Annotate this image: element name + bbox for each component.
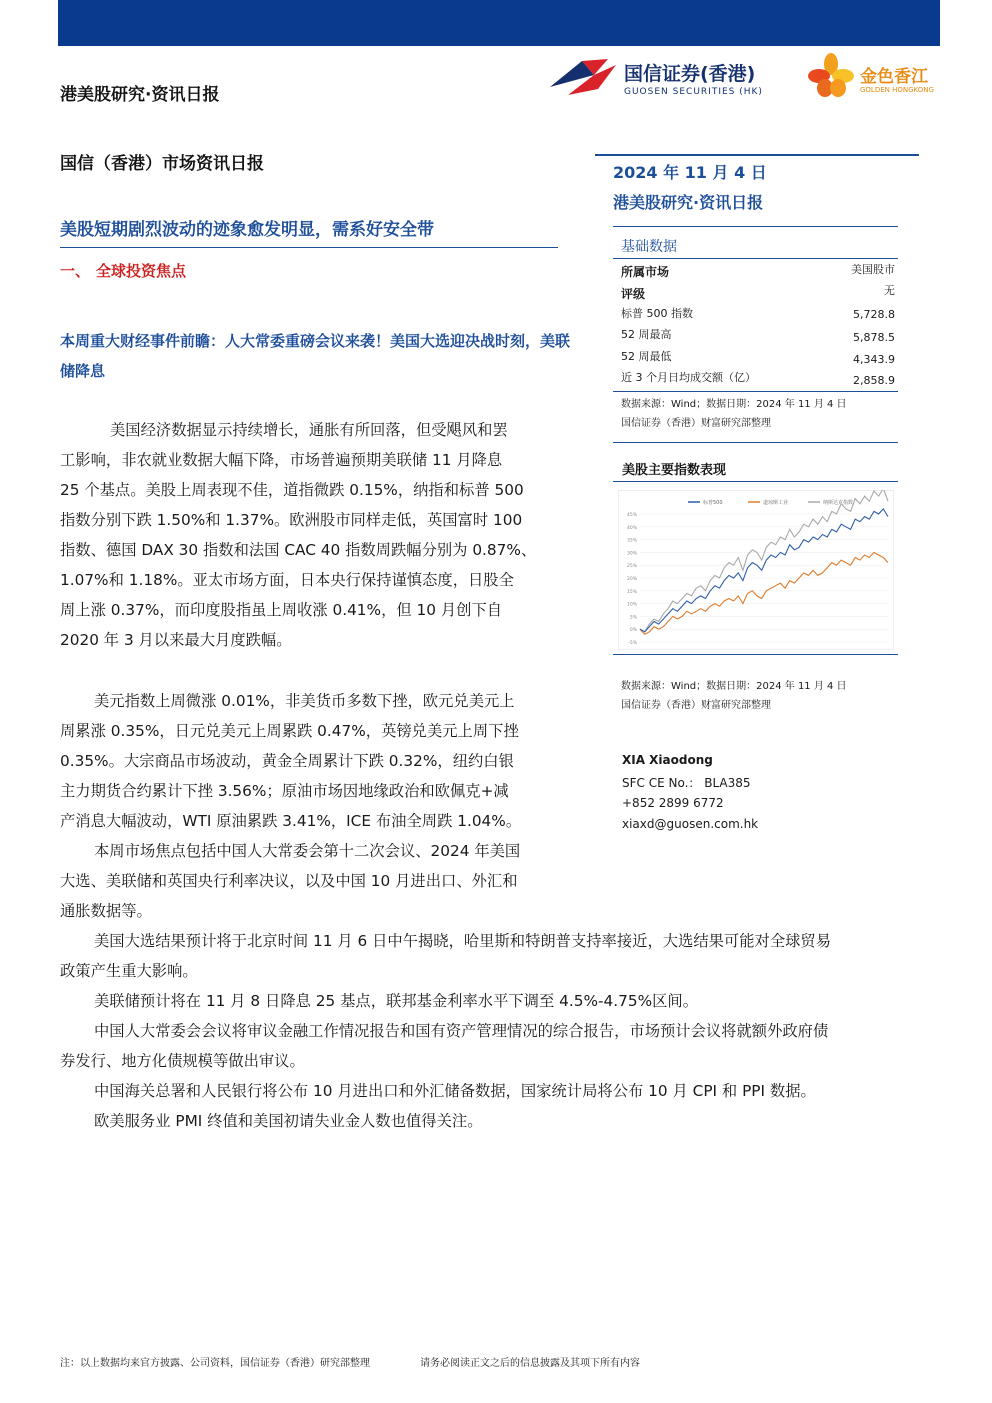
chart-source-org: 国信证券（香港）财富研究部整理: [621, 700, 771, 711]
basic-data-rule: [613, 258, 898, 259]
chart-y-tick-label: 30%: [626, 551, 637, 557]
footer-note: 注：以上数据均来官方披露、公司资料，国信证券（香港）研究部整理: [60, 1358, 370, 1369]
basic-row-value: 2,858.9: [853, 374, 895, 387]
paragraph-line: 产消息大幅波动，WTI 原油累跌 3.41%，ICE 布油全周跌 1.04%。: [60, 812, 522, 830]
analyst-name: XIA Xiaodong: [622, 753, 713, 767]
chart-title: 美股主要指数表现: [622, 463, 727, 478]
basic-data-source: 数据来源：Wind；数据日期：2024 年 11 月 4 日: [621, 399, 847, 410]
analyst-phone: +852 2899 6772: [622, 796, 724, 810]
basic-data-title: 基础数据: [621, 239, 677, 255]
paragraph-6: [60, 1016, 828, 1076]
paragraph-line: 本周市场焦点包括中国人大常委会第十二次会议、2024 年美国: [94, 842, 521, 860]
paragraph-line: 美联储预计将在 11 月 8 日降息 25 基点，联邦基金利率水平下调至 4.5%-4.75%区间。: [94, 992, 698, 1010]
paragraph-line: 中国人大常委会会议将审议金融工作情况报告和国有资产管理情况的综合报告，市场预计会议将就额外政府债: [94, 1022, 829, 1040]
basic-row-label: 评级: [621, 287, 646, 301]
golden-hongkong-logo: [806, 52, 946, 102]
basic-row-value: 5,728.8: [853, 308, 895, 321]
paragraph-line: 大选、美联储和英国央行利率决议，以及中国 10 月进出口、外汇和: [60, 872, 518, 890]
footer-disclaimer: 请务必阅读正文之后的信息披露及其项下所有内容: [420, 1358, 640, 1369]
golden-logo-en: GOLDEN HONGKONG: [860, 86, 934, 94]
sidebar-series: 港美股研究·资讯日报: [613, 193, 764, 212]
chart-y-tick-label: 40%: [626, 525, 637, 531]
sidebar-divider: [613, 226, 898, 227]
paragraph-line: 指数、德国 DAX 30 指数和法国 CAC 40 指数周跌幅分别为 0.87%、: [60, 541, 537, 559]
chart-legend-label: 道琼斯工业: [763, 500, 789, 506]
paragraph-line: 工影响，非农就业数据大幅下降，市场普遍预期美联储 11 月降息: [60, 451, 503, 469]
chart-y-tick-label: 25%: [626, 564, 637, 570]
basic-data-bottom-rule: [613, 391, 898, 392]
paragraph-line: 美元指数上周微涨 0.01%，非美货币多数下挫，欧元兑美元上: [94, 692, 515, 710]
chart-y-tick-label: 45%: [626, 513, 637, 518]
guosen-logo-icon: [548, 57, 618, 99]
basic-data-source-org: 国信证券（香港）财富研究部整理: [621, 418, 771, 429]
guosen-logo-cn: 国信证券(香港): [624, 63, 756, 85]
paragraph-line: 0.35%。大宗商品市场波动，黄金全周累计下跌 0.32%，纽约白银: [60, 752, 514, 770]
basic-row-value: 美国股市: [851, 263, 895, 276]
report-name: 国信（香港）市场资讯日报: [60, 154, 264, 174]
paragraph-line: 2020 年 3 月以来最大月度跌幅。: [60, 631, 292, 649]
chart-y-tick-label: -5%: [628, 641, 637, 646]
paragraph-2: [60, 686, 521, 836]
chart-y-tick-label: 10%: [626, 602, 637, 608]
basic-row-label: 52 周最高: [621, 328, 672, 341]
guosen-logo-en: GUOSEN SECURITIES (HK): [624, 87, 763, 97]
chart-y-tick-label: 0%: [629, 628, 637, 634]
basic-row-label: 近 3 个月日均成交额（亿）: [621, 371, 756, 384]
paragraph-line: 主力期货合约累计下挫 3.56%；原油市场因地缘政治和欧佩克+减: [60, 782, 509, 800]
basic-row-label: 52 周最低: [621, 350, 672, 363]
paragraph-line: 政策产生重大影响。: [60, 962, 198, 980]
paragraph-3: [60, 836, 520, 926]
golden-flower-icon: [806, 52, 856, 100]
chart-title-rule: [613, 481, 898, 482]
paragraph-1: [60, 415, 536, 655]
chart-legend-label: 纳斯达克指数: [823, 500, 854, 506]
chart-y-tick-label: 20%: [626, 577, 637, 582]
chart-y-tick-label: 35%: [626, 538, 637, 544]
basic-row-value: 无: [884, 284, 895, 297]
report-headline: 美股短期剧烈波动的迹象愈发明显，需系好安全带: [60, 220, 434, 240]
chart-source: 数据来源：Wind；数据日期：2024 年 11 月 4 日: [621, 681, 847, 692]
paragraph-line: 25 个基点。美股上周表现不佳，道指微跌 0.15%，纳指和标普 500: [60, 481, 524, 499]
chart-legend-label: 标普500: [703, 500, 723, 506]
top-color-bar: [58, 0, 940, 46]
golden-logo-cn: 金色香江: [860, 67, 928, 87]
paragraph-7: [60, 1076, 816, 1106]
chart-y-tick-label: 5%: [629, 615, 637, 621]
section-number: 一、: [60, 262, 91, 280]
paragraph-line: 周上涨 0.37%，而印度股指虽上周收涨 0.41%，但 10 月创下自: [60, 601, 503, 619]
paragraph-line: 美国大选结果预计将于北京时间 11 月 6 日中午揭晓，哈里斯和特朗普支持率接近，大选结果可能对全球贸易: [94, 932, 832, 950]
basic-row-value: 5,878.5: [853, 331, 895, 344]
basic-row-label: 所属市场: [621, 265, 670, 279]
paragraph-line: 通胀数据等。: [60, 902, 152, 920]
paragraph-line: 1.07%和 1.18%。亚太市场方面，日本央行保持谨慎态度，日股全: [60, 571, 514, 589]
guosen-logo: [548, 55, 788, 101]
chart-top-rule: [613, 442, 898, 443]
paragraph-5: [60, 986, 698, 1016]
analyst-email[interactable]: xiaxd@guosen.com.hk: [622, 817, 759, 831]
chart-y-tick-label: 15%: [626, 589, 637, 595]
paragraph-line: 周累涨 0.35%，日元兑美元上周累跌 0.47%，英镑兑美元上周下挫: [60, 722, 519, 740]
report-date: 2024 年 11 月 4 日: [613, 163, 767, 182]
paragraph-line: 美国经济数据显示持续增长，通胀有所回落，但受飓风和罢: [110, 421, 508, 439]
event-subheading: 本周重大财经事件前瞻：人大常委重磅会议来袭！美国大选迎决战时刻，美联储降息: [60, 332, 571, 380]
basic-row-label: 标普 500 指数: [621, 307, 693, 320]
paragraph-line: 指数分别下跌 1.50%和 1.37%。欧洲股市同样走低，英国富时 100: [60, 511, 523, 529]
index-performance-chart: [618, 490, 894, 650]
paragraph-line: 券发行、地方化债规模等做出审议。: [60, 1052, 305, 1070]
paragraph-8: [60, 1106, 483, 1136]
analyst-sfc: SFC CE No.： BLA385: [622, 776, 751, 790]
basic-row-value: 4,343.9: [853, 353, 895, 366]
chart-bottom-rule: [613, 654, 898, 655]
paragraph-4: [60, 926, 831, 986]
series-title: 港美股研究·资讯日报: [60, 85, 220, 105]
headline-divider: [60, 247, 558, 248]
paragraph-line: 欧美服务业 PMI 终值和美国初请失业金人数也值得关注。: [94, 1112, 483, 1130]
paragraph-line: 中国海关总署和人民银行将公布 10 月进出口和外汇储备数据，国家统计局将公布 10 月 CPI 和 PPI 数据。: [94, 1082, 816, 1100]
sidebar-top-rule: [595, 154, 919, 156]
section-title: 全球投资焦点: [96, 262, 187, 280]
